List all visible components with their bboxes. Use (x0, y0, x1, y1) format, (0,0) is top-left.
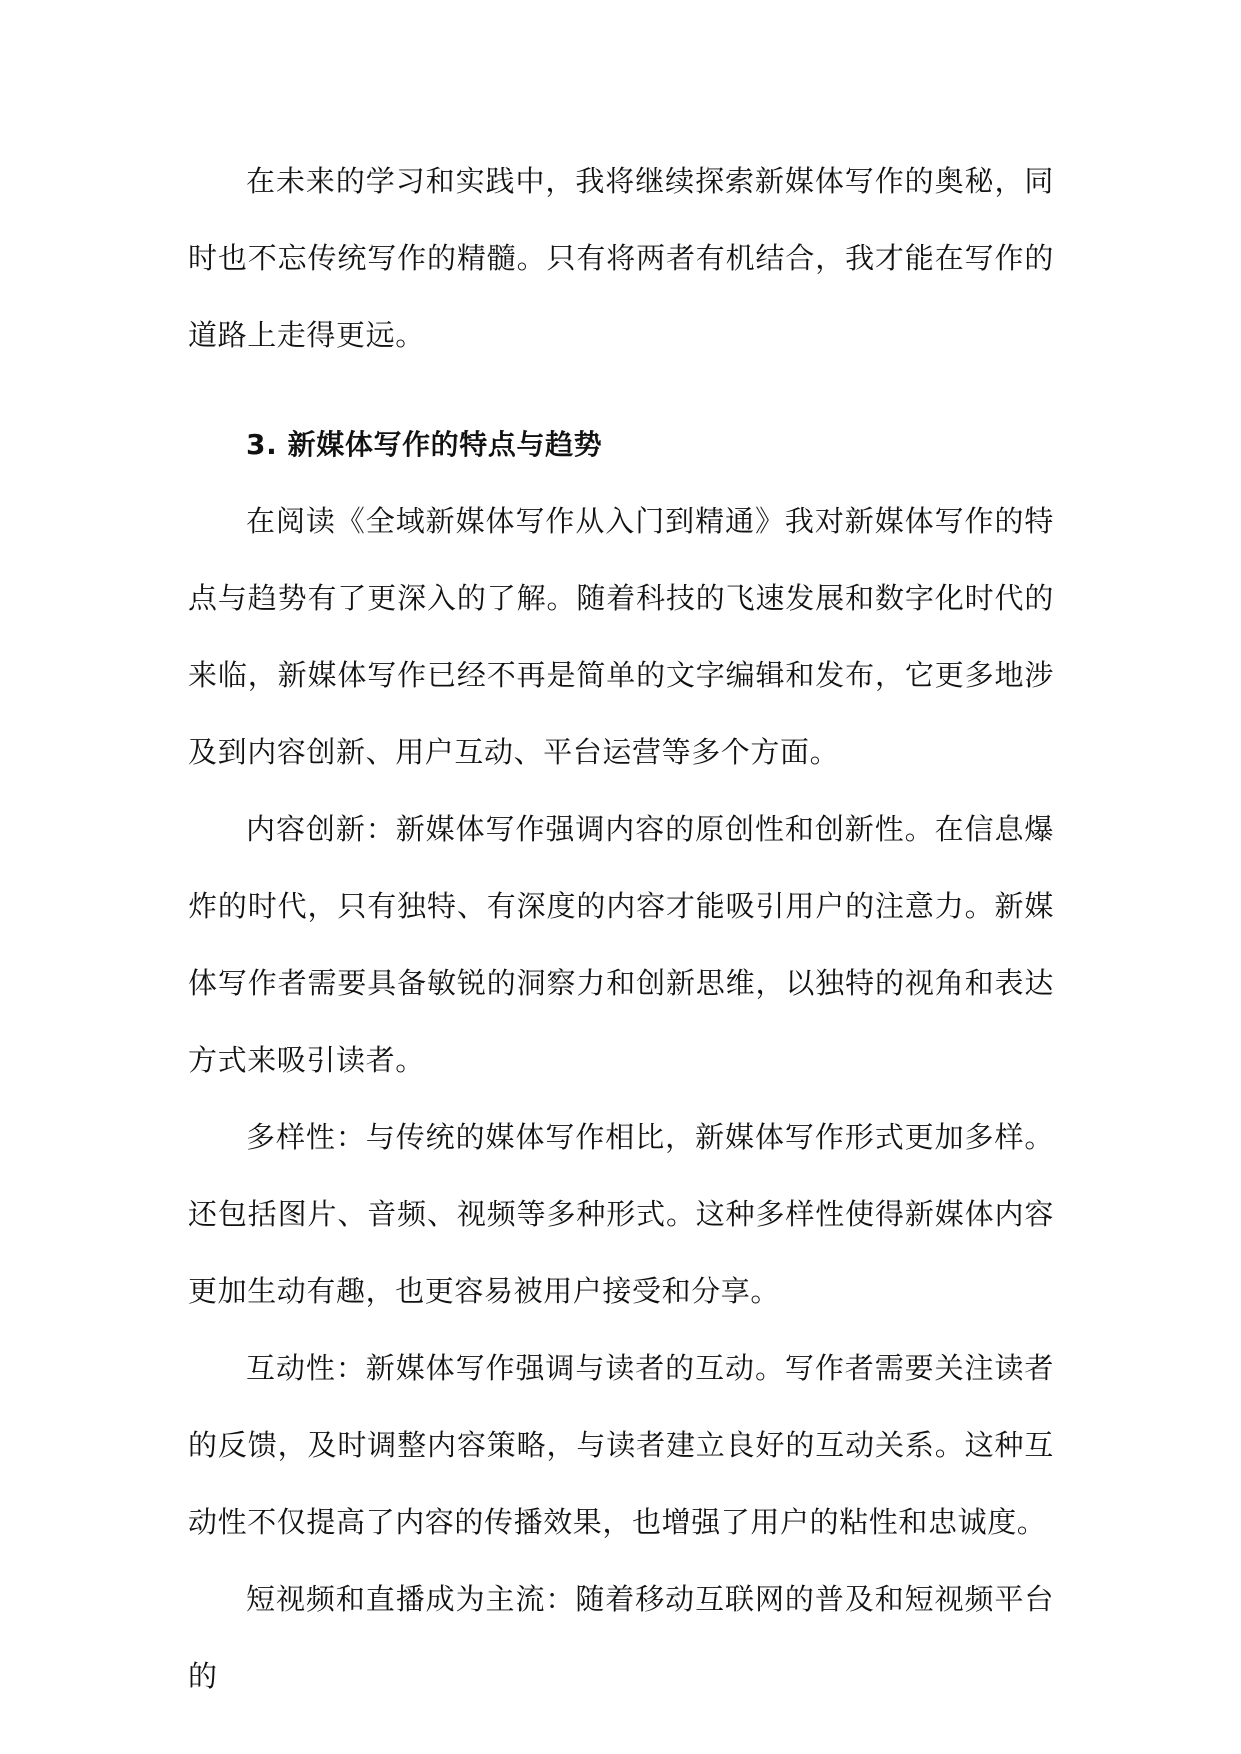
paragraph-reading-overview: 在阅读《全域新媒体写作从入门到精通》我对新媒体写作的特点与趋势有了更深入的了解。随着科技的飞速发展和数字化时代的来临，新媒体写作已经不再是简单的文字编辑和发布，它更多地涉及到内容创新、用户互动、平台运营等多个方面。 (188, 504, 1054, 769)
paragraph-interactivity: 互动性：新媒体写作强调与读者的互动。写作者需要关注读者的反馈，及时调整内容策略，与读者建立良好的互动关系。这种互动性不仅提高了内容的传播效果，也增强了用户的粘性和忠诚度。 (188, 1351, 1054, 1539)
paragraph-content-innovation: 内容创新：新媒体写作强调内容的原创性和创新性。在信息爆炸的时代，只有独特、有深度的内容才能吸引用户的注意力。新媒体写作者需要具备敏锐的洞察力和创新思维，以独特的视角和表达方式来吸引读者。 (188, 812, 1054, 1077)
section-heading: 3. 新媒体写作的特点与趋势 (246, 428, 603, 461)
paragraph-diversity: 多样性：与传统的媒体写作相比，新媒体写作形式更加多样。还包括图片、音频、视频等多种形式。这种多样性使得新媒体内容更加生动有趣，也更容易被用户接受和分享。 (188, 1120, 1054, 1308)
section-spacer (188, 374, 1054, 406)
intro-paragraph: 在未来的学习和实践中，我将继续探索新媒体写作的奥秘，同时也不忘传统写作的精髓。只有将两者有机结合，我才能在写作的道路上走得更远。 (188, 164, 1054, 352)
paragraph-short-video-live: 短视频和直播成为主流：随着移动互联网的普及和短视频平台的 (188, 1582, 1054, 1693)
document-body (188, 143, 1054, 1715)
